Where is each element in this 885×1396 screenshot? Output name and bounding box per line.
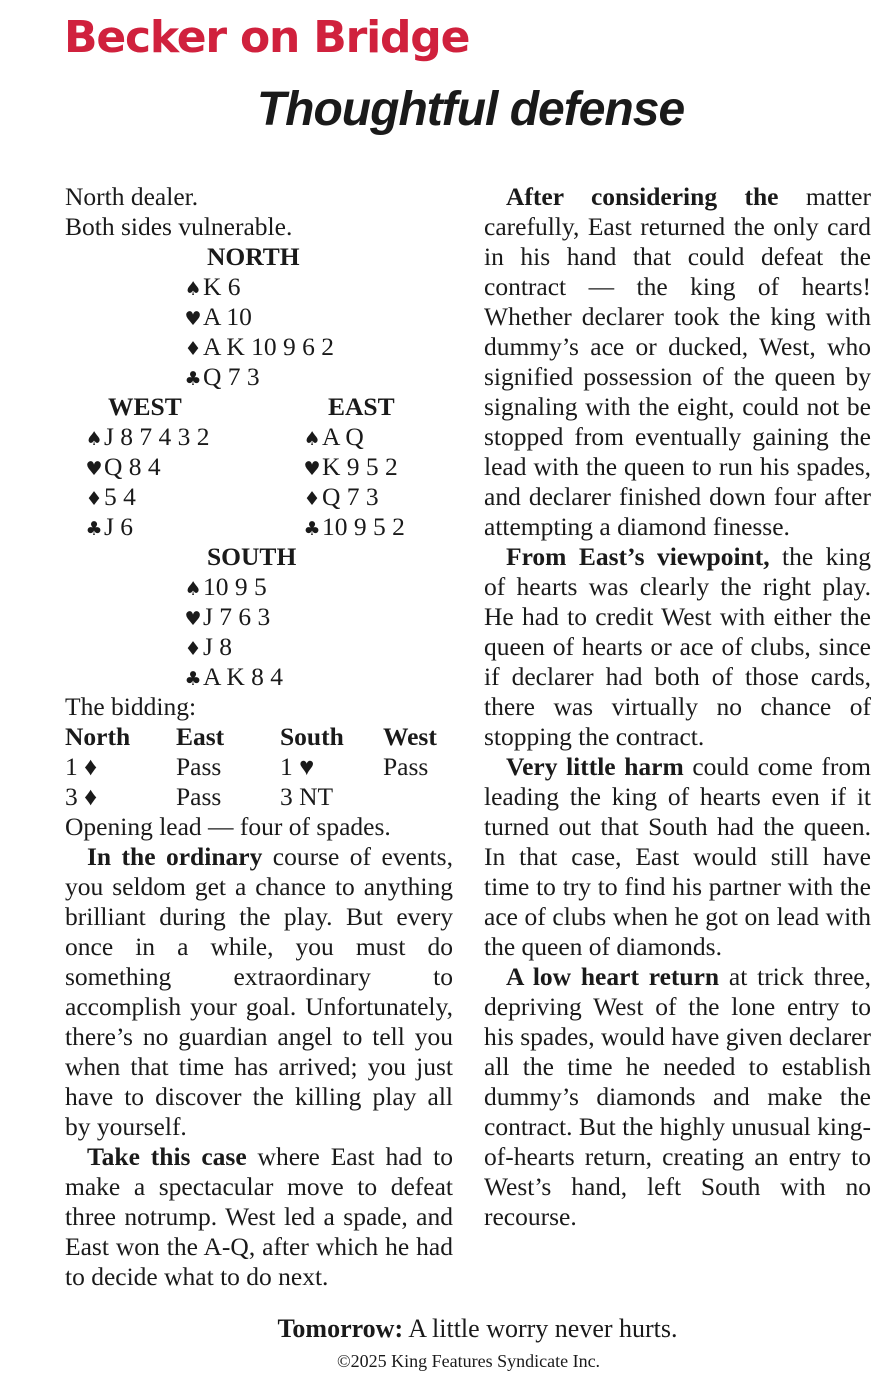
paragraph-text: the king of hearts was clearly the right play. He had to credit West with either the queen of hearts or ace of clubs, since if declarer had both of those cards, there was virtually no chance of stopping the contract. — [484, 542, 871, 751]
article-paragraph — [484, 962, 871, 1232]
diamond-icon: ♦ — [303, 488, 321, 510]
tomorrow-label: Tomorrow: — [277, 1314, 404, 1343]
bid-west: Pass — [383, 752, 429, 781]
bid-east: Pass — [176, 752, 222, 781]
east-hearts: K 9 5 2 — [322, 452, 398, 481]
east-diamonds: Q 7 3 — [322, 482, 379, 511]
right-column — [484, 182, 871, 1232]
paragraph-text: at trick three, depriving West of the lone entry to his spades, would have given declarer all the time he needed to establish dummy’s diamonds and make the contract. But the highly unusual king-of-hearts return, creating an entry to West’s hand, left South with no recourse. — [484, 962, 871, 1231]
south-hearts: J 7 6 3 — [203, 602, 271, 631]
east-label: EAST — [328, 392, 395, 421]
opening-lead: Opening lead — four of spades. — [65, 812, 391, 841]
column-brand: Becker on Bridge — [64, 12, 470, 63]
bidding-intro: The bidding: — [65, 692, 197, 721]
north-hearts: A 10 — [203, 302, 252, 331]
article-paragraph — [65, 842, 453, 1142]
north-diamonds: A K 10 9 6 2 — [203, 332, 335, 361]
south-clubs: A K 8 4 — [203, 662, 284, 691]
tomorrow-teaser — [0, 1313, 885, 1345]
bidding-header-west: West — [383, 722, 437, 751]
paragraph-text: could come from leading the king of hearts even if it turned out that South had the queen. In that case, East would still have time to try to find his partner with the ace of clubs when he got on lead with the queen of diamonds. — [484, 752, 871, 961]
heart-icon: ♥ — [184, 608, 202, 630]
paragraph-lead: After considering the — [506, 182, 779, 211]
spade-icon: ♠ — [85, 428, 103, 450]
spade-icon: ♠ — [184, 278, 202, 300]
bidding-header — [65, 722, 453, 752]
west-clubs: J 6 — [104, 512, 134, 541]
diamond-icon: ♦ — [85, 488, 103, 510]
heart-icon: ♥ — [85, 458, 103, 480]
north-label: NORTH — [207, 242, 300, 271]
paragraph-lead: From East’s viewpoint, — [506, 542, 770, 571]
south-spades: 10 9 5 — [203, 572, 267, 601]
club-icon: ♣ — [85, 518, 103, 540]
south-hand — [65, 542, 453, 572]
article-title: Thoughtful defense — [256, 83, 685, 136]
bid-south: 3 NT — [280, 782, 334, 811]
bidding-row — [65, 782, 453, 812]
paragraph-lead: Take this case — [87, 1142, 247, 1171]
north-spades: K 6 — [203, 272, 241, 301]
bidding-header-north: North — [65, 722, 131, 751]
west-diamonds: 5 4 — [104, 482, 136, 511]
article-paragraph — [484, 542, 871, 752]
paragraph-lead: Very little harm — [506, 752, 684, 781]
bidding-row — [65, 752, 453, 782]
bid-north: 3 ♦ — [65, 782, 98, 811]
north-clubs: Q 7 3 — [203, 362, 260, 391]
spade-icon: ♠ — [184, 578, 202, 600]
article-paragraph — [484, 752, 871, 962]
west-label: WEST — [108, 392, 182, 421]
tomorrow-text: A little worry never hurts. — [403, 1314, 678, 1343]
club-icon: ♣ — [184, 368, 202, 390]
paragraph-lead: A low heart return — [506, 962, 720, 991]
paragraph-text: matter carefully, East returned the only card in his hand that could defeat the contract — the king of hearts! Whether declarer took the king with dummy’s ace or ducked, West, who signified possession of the queen by signaling with the eight, could not be stopped from eventually gaining the lead with the queen to run his spades, and declarer finished down four after attempting a diamond finesse. — [484, 182, 871, 541]
dealer-line: North dealer. — [65, 182, 199, 211]
left-column — [65, 182, 453, 1292]
copyright-notice: ©2025 King Features Syndicate Inc. — [336, 1351, 601, 1371]
article-paragraph — [65, 1142, 453, 1292]
west-hearts: Q 8 4 — [104, 452, 161, 481]
east-spades: A Q — [322, 422, 364, 451]
vulnerability-line: Both sides vulnerable. — [65, 212, 293, 241]
paragraph-text: course of events, you seldom get a chance to anything brilliant during the play. But every once in a while, you must do something extraordinary to accomplish your goal. Unfortunately, there’s no guardian angel to tell you when that time has arrived; you just have to discover the killing play all by yourself. — [65, 842, 453, 1141]
spade-icon: ♠ — [303, 428, 321, 450]
bidding-header-east: East — [176, 722, 225, 751]
bidding-header-south: South — [280, 722, 344, 751]
diamond-icon: ♦ — [184, 638, 202, 660]
bid-east: Pass — [176, 782, 222, 811]
heart-icon: ♥ — [303, 458, 321, 480]
bid-south: 1 ♥ — [280, 752, 315, 781]
south-diamonds: J 8 — [203, 632, 233, 661]
west-east-labels — [65, 392, 453, 422]
heart-icon: ♥ — [184, 308, 202, 330]
paragraph-text: where East had to make a spectacular move to defeat three notrump. West led a spade, and East won the A-Q, after which he had to decide what to do next. — [65, 1142, 453, 1291]
east-clubs: 10 9 5 2 — [322, 512, 405, 541]
south-label: SOUTH — [207, 542, 297, 571]
club-icon: ♣ — [303, 518, 321, 540]
north-hand — [65, 242, 453, 272]
paragraph-lead: In the ordinary — [87, 842, 263, 871]
west-spades: J 8 7 4 3 2 — [104, 422, 210, 451]
article-paragraph — [484, 182, 871, 542]
club-icon: ♣ — [184, 668, 202, 690]
bid-north: 1 ♦ — [65, 752, 98, 781]
diamond-icon: ♦ — [184, 338, 202, 360]
